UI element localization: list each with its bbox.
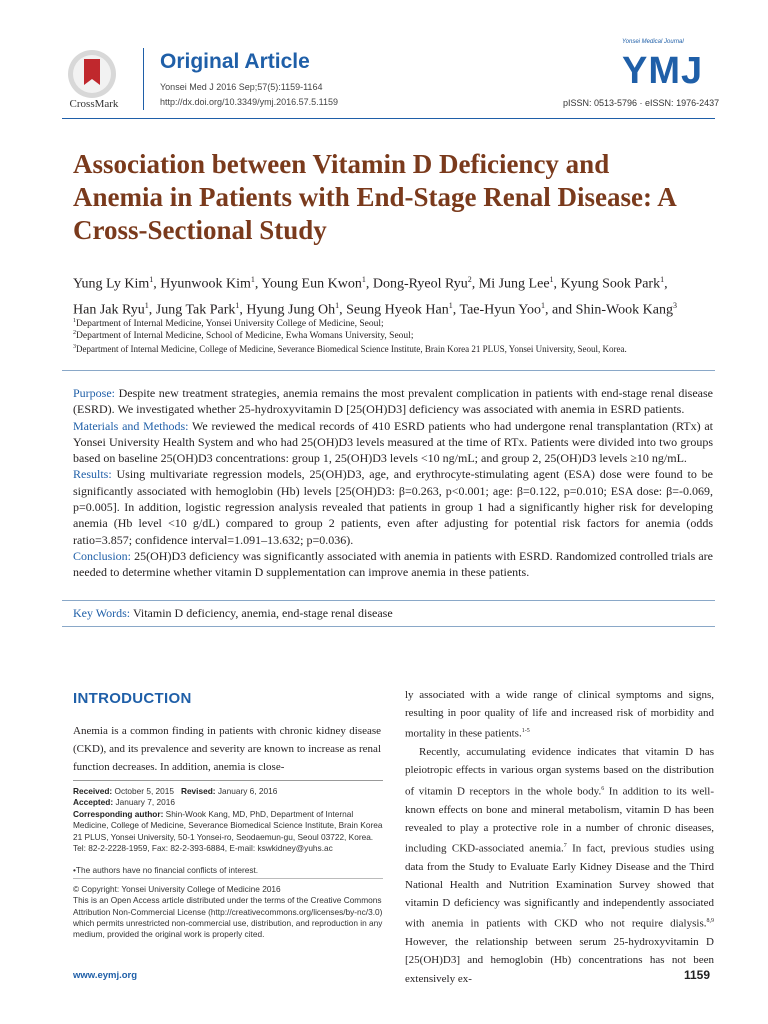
keywords-rule [62, 600, 715, 601]
keywords-rule-bottom [62, 626, 715, 627]
author-name: Dong-Ryeol Ryu [372, 276, 468, 292]
author-name: Seung Hyeok Han [346, 302, 449, 318]
author-affiliation-mark: 3 [672, 300, 677, 310]
author-affiliation-mark: 1 [448, 300, 453, 310]
keywords-label: Key Words: [73, 606, 131, 620]
citation: Yonsei Med J 2016 Sep;57(5):1159-1164 [160, 82, 323, 92]
author-affiliation-mark: 1 [250, 275, 255, 284]
author-affiliation-mark: 1 [335, 300, 340, 310]
journal-url[interactable]: www.eymj.org [73, 970, 138, 981]
author-list: Yung Ly Kim$^1$, Hyunwook Kim$^1$, Young Eun Kwon$^1$, Dong-Ryeol Ryu$^2$, Mi Jung Lee$^1$, Kyung Sook Park$^1$, Han Jak Ryu$^1$, Jung Tak Park$^1$, Hyung Jung Oh$^1$, Seung Hyeok Han$^1$, Tae-Hyun Yoo$^1$, and Shin-Wook Kang$^3$ [73, 275, 677, 318]
results-label: Results: [73, 467, 112, 482]
article-type: Original Article [160, 50, 310, 73]
author-affiliation-mark: 1 [149, 275, 154, 284]
abstract-conclusion: Conclusion: 25(OH)D3 deficiency was significantly associated with anemia in patients with ESRD. Randomized controlled trials are needed to determine whether vitamin D supplementation can improve anemia in these patients. [73, 548, 714, 580]
intro-paragraph: Anemia is a common finding in patients with chronic kidney disease (CKD), and its prevalence and severity are known to increase as renal function decreases. In addition, anemia is close- [73, 725, 381, 774]
doi-link[interactable]: http://dx.doi.org/10.3349/ymj.2016.57.5.1159 [160, 97, 338, 107]
affiliation-1: $^1$Department of Internal Medicine, Yonsei University College of Medicine, Seoul; [73, 318, 384, 330]
author-name: Jung Tak Park [155, 302, 236, 318]
author-name: Young Eun Kwon [261, 276, 362, 292]
copyright-block [73, 884, 383, 940]
purpose-label: Purpose: [73, 386, 115, 400]
crossmark-label: CrossMark [69, 98, 119, 110]
methods-label: Materials and Methods: [73, 418, 189, 433]
copyright-body: This is an Open Access article distributed under the terms of the Creative Commons Attribution Non-Commercial License (http://creativecommons.org/licenses/by-nc/3.0) which permits unrestricted non-commercial use, distribution, and reproduction in any medium, provided the original work is properly cited. [73, 895, 383, 940]
abstract [73, 385, 713, 581]
header-divider [143, 48, 144, 110]
article-title: Association between Vitamin D Deficiency and Anemia in Patients with End-Stage Renal Disease: A Cross-Sectional Study [73, 149, 676, 245]
author-name: Yung Ly Kim [73, 276, 150, 292]
journal-name: Yonsei Medical Journal [622, 39, 684, 45]
conclusion-label: Conclusion: [73, 548, 132, 563]
author-affiliation-mark: 2 [467, 275, 472, 284]
contact-info: Tel: 82-2-2228-1959, Fax: 82-2-393-6884, E-mail: kswkidney@yuhs.ac [73, 843, 333, 854]
abstract-methods: Materials and Methods: We reviewed the medical records of 410 ESRD patients who had undergone renal transplantation (RTx) at Yonsei University Health System and who had 25(OH)D3 levels measured at the time of RTx. Patients were divided into two groups based on baseline 25(OH)D3 concentrations: group 1, 25(OH)D3 levels <10 ng/mL; and group 2, 25(OH)D3 levels ≥10 ng/mL. [73, 418, 713, 466]
affiliation-2: $^2$Department of Internal Medicine, School of Medicine, Ewha Womans University, Seoul; [73, 330, 414, 342]
abstract-results: Results: Using multivariate regression models, 25(OH)D3, age, and erythrocyte-stimulating agent (ESA) dose were found to be significantly associated with hemoglobin (Hb) levels [25(OH)D3: β=0.263, p<0.001; age: β=0.122, p=0.010; ESA dose: β=-0.069, p=0.005]. In addition, logistic regression analysis revealed that patients in group 1 had a significantly higher risk for developing anemia (Hb level <10 g/dL) compared to group 2 patients, even after adjusting for potential risk factors for anemia (odds ratio=3.857; confidence interval=1.091–13.632; p=0.036). [73, 467, 714, 547]
intro-continued: ly associated with a wide range of clinical symptoms and signs, resulting in poor quality of life and increased risk of morbidity and mortality in these patients.$^{1-5}$ Recently, accumulating evidence indicates that vitamin D has pleiotropic effects in various organ systems based on the distribution of vitamin D receptors in the whole body.$^6$ In addition to its well-known effects on bone and mineral metabolism, vitamin D has been revealed to play a protective role in a number of chronic diseases, including CKD-associated anemia.$^7$ In fact, previous studies using data from the Study to Evaluate Early Kidney Disease and the Third National Health and Nutrition Examination Survey showed that vitamin D deficiency was significantly and independently associated with anemia in patients with CKD who not require dialysis.$^{8,9}$ However, the relationship between serum 25-hydroxyvitamin D [25(OH)D3] and hemoglobin (Hb) concentrations has not been extensively ex- [405, 689, 715, 985]
author-affiliation-mark: 1 [660, 275, 665, 284]
article-notes: Received: October 5, 2015 Revised: January 6, 2016 Accepted: January 7, 2016 Corresponding author: Shin-Wook Kang, MD, PhD, Department of Internal Medicine, College of Medicine, Severance Biomedical Science Institute, Brain Korea 21 PLUS, Yonsei University, 50-1 Yonsei-ro, Seodaemun-gu, Seoul 03722, Korea. Tel: 82-2-2228-1959, Fax: 82-2-393-6884, E-mail: kswkidney@yuhs.ac [73, 786, 383, 854]
journal-logo: YMJ [622, 50, 704, 92]
copyright-title: © Copyright: Yonsei University College of Medicine 2016 [73, 884, 281, 894]
author-affiliation-mark: 1 [540, 300, 545, 310]
author-affiliation-mark: 1 [235, 300, 240, 310]
author-affiliation-mark: 1 [549, 275, 554, 284]
author-name: Tae-Hyun Yoo [459, 302, 541, 318]
author-name: Hyung Jung Oh [246, 302, 336, 318]
author-name: Mi Jung Lee [478, 276, 550, 292]
affiliation-3: $^3$Department of Internal Medicine, College of Medicine, Severance Biomedical Science Institute, Brain Korea 21 PLUS, Yonsei University, Seoul, Korea. [73, 344, 627, 354]
author-name: Han Jak Ryu [73, 302, 145, 318]
page-number: 1159 [684, 968, 711, 982]
section-heading-introduction: INTRODUCTION [73, 690, 192, 707]
header-rule [62, 118, 715, 119]
author-name: Kyung Sook Park [560, 276, 661, 292]
issn: pISSN: 0513-5796 · eISSN: 1976-2437 [563, 98, 720, 108]
copyright-rule [73, 878, 383, 879]
author-name: Hyunwook Kim [160, 276, 251, 292]
author-affiliation-mark: 1 [144, 300, 149, 310]
abstract-rule [62, 370, 715, 371]
abstract-purpose: Purpose: Despite new treatment strategies, anemia remains the most prevalent complication in patients with end-stage renal disease (ESRD). We investigated whether 25-hydroxyvitamin D [25(OH)D3] deficiency was associated with anemia in ESRD patients. [73, 386, 713, 417]
notes-rule [73, 780, 383, 781]
keywords: Key Words: Vitamin D deficiency, anemia, end-stage renal disease [73, 606, 393, 620]
conflict-statement: •The authors have no financial conflicts of interest. [73, 865, 259, 875]
author-affiliation-mark: 1 [361, 275, 366, 284]
author-name: and Shin-Wook Kang [551, 302, 673, 318]
